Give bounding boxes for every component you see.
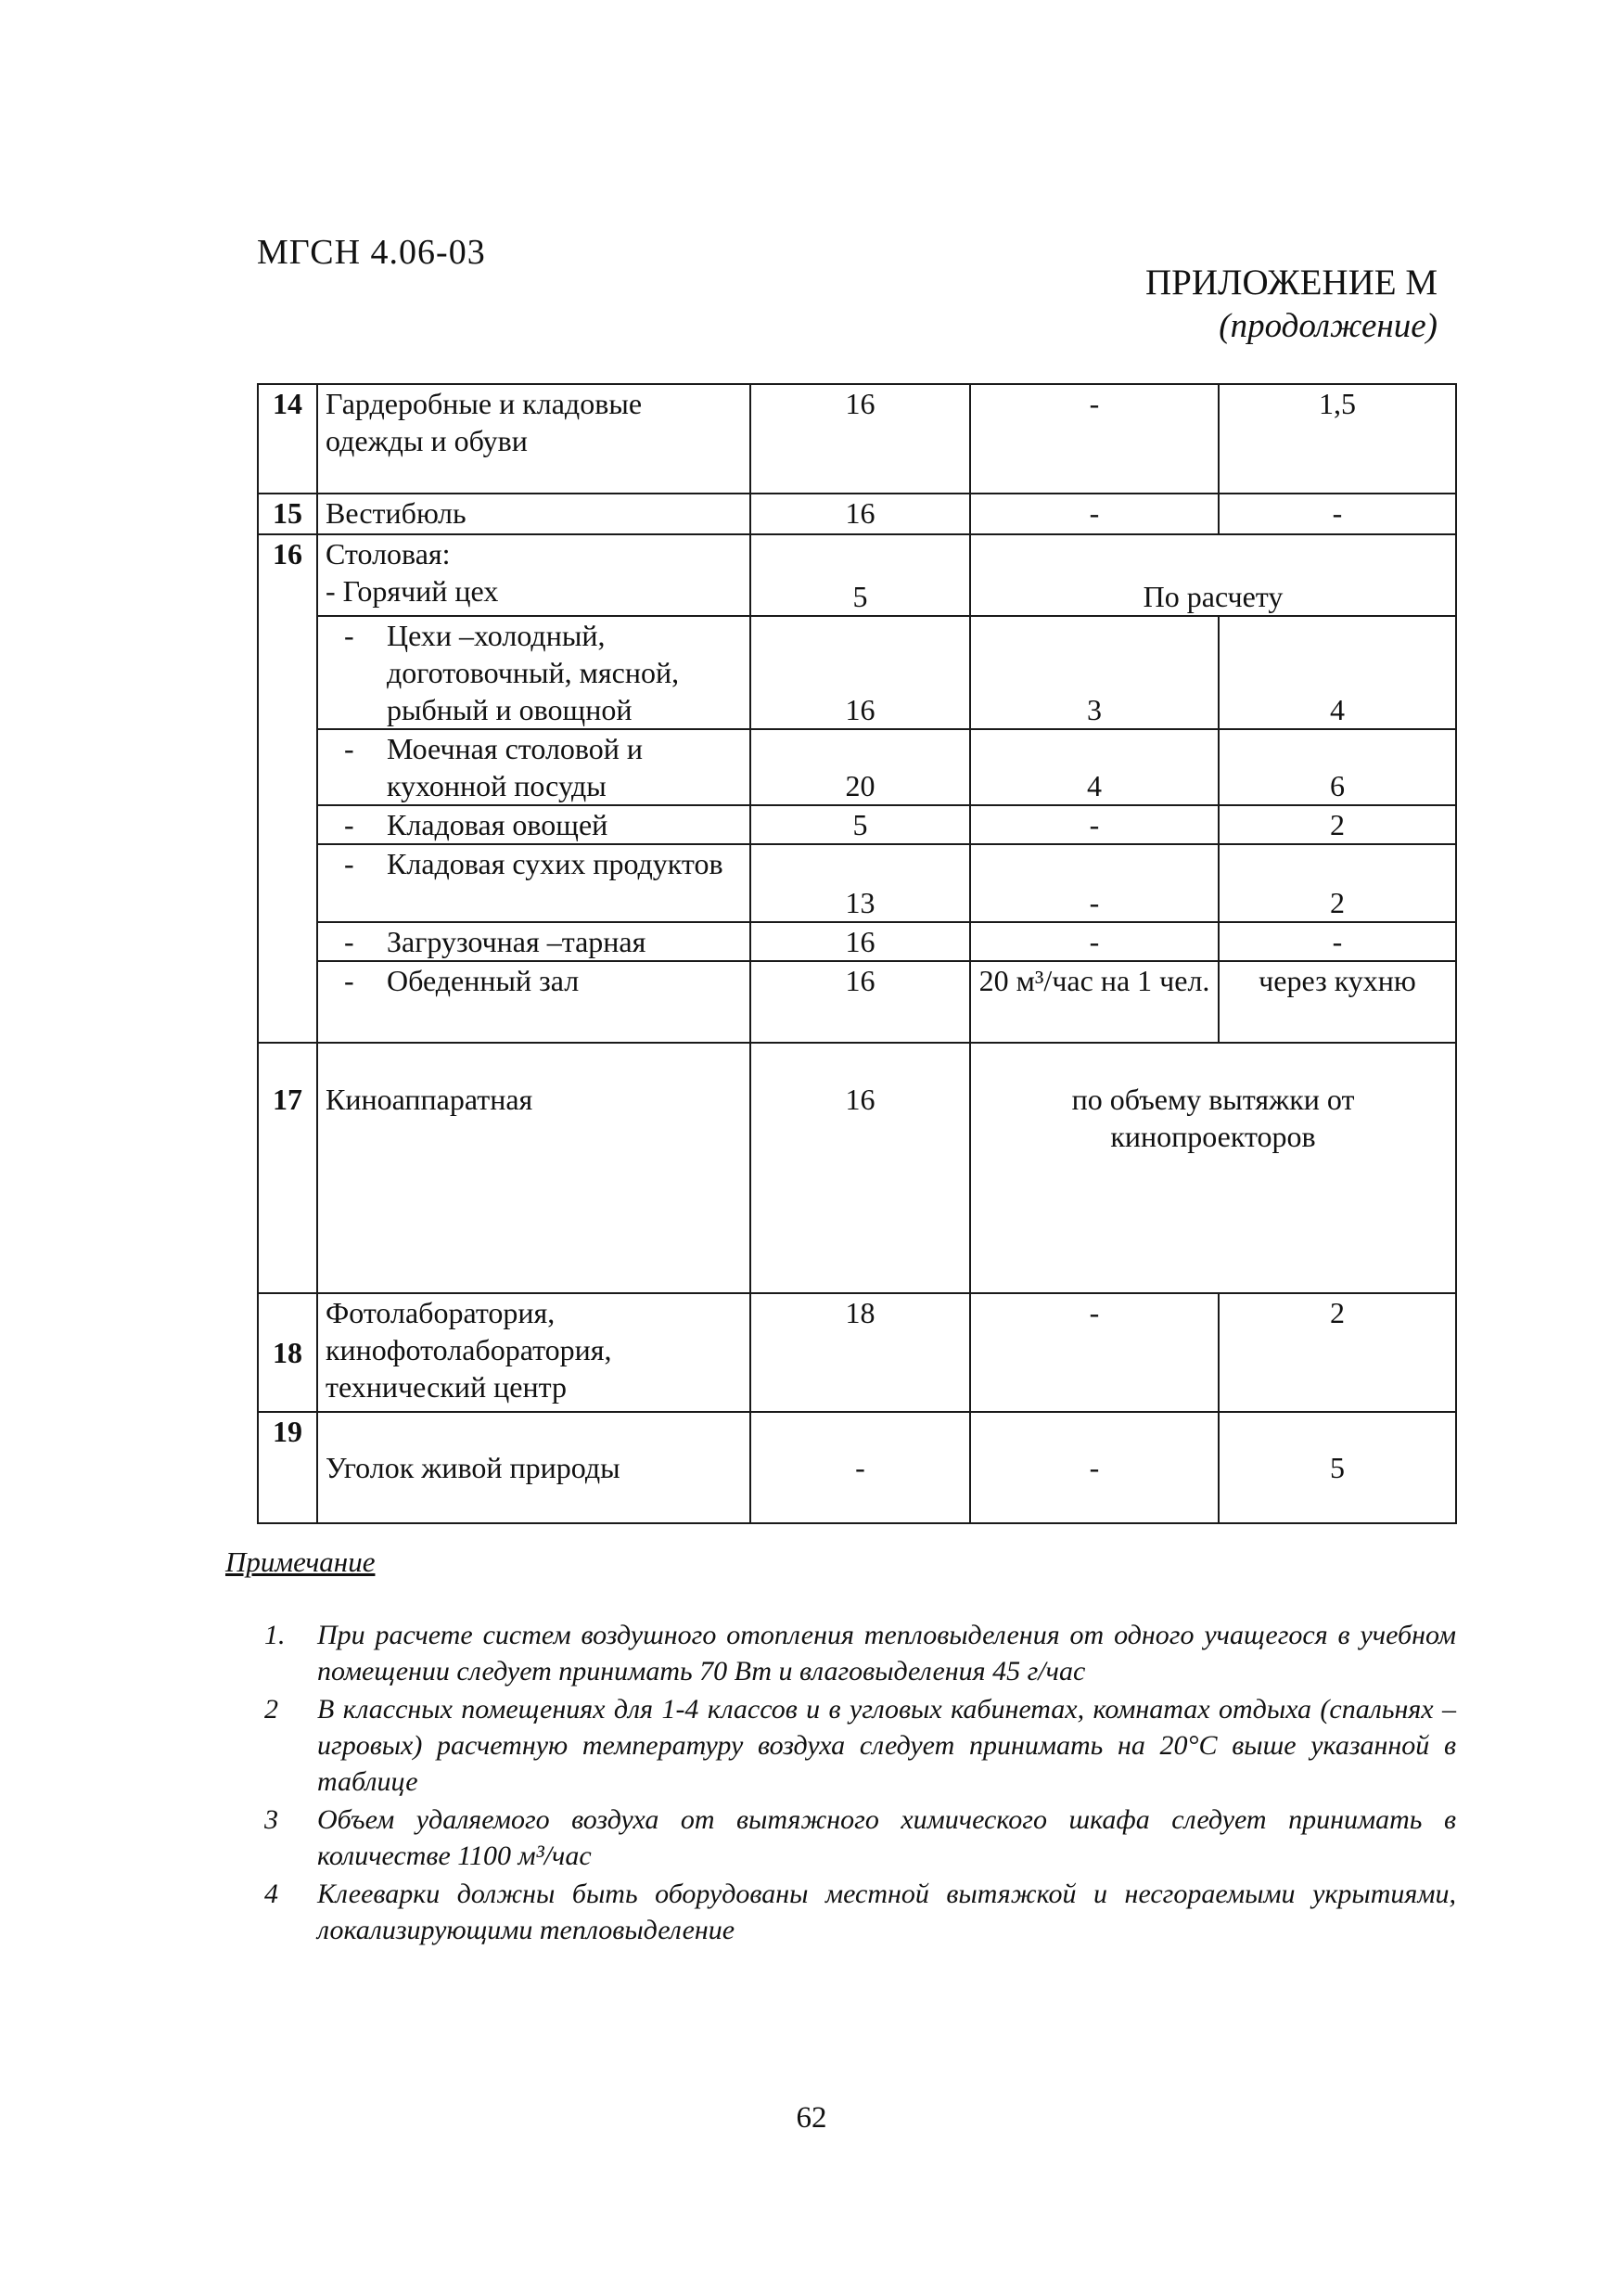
document-code: МГСН 4.06-03	[257, 233, 486, 272]
sub-room-name: - Загрузочная –тарная	[317, 922, 750, 961]
table-row	[258, 805, 1456, 844]
temperature-cell: 18	[750, 1293, 970, 1412]
temperature-cell: 5	[750, 805, 970, 844]
temperature-cell: 16	[750, 1043, 970, 1293]
note-text: Клееварки должны быть оборудованы местной вытяжкой и несгораемыми укрытиями, локализирующими тепловыделение	[317, 1879, 1456, 1945]
inflow-cell: -	[970, 805, 1219, 844]
note-number: 3	[264, 1804, 278, 1835]
room-name: Вестибюль	[317, 494, 750, 534]
table-row	[258, 616, 1456, 729]
room-name: Уголок живой природы	[317, 1412, 750, 1523]
exhaust-cell: 2	[1219, 844, 1456, 922]
dash-marker: -	[344, 732, 354, 765]
temperature-cell: 16	[750, 961, 970, 1043]
temperature-cell: -	[750, 1412, 970, 1523]
temperature-cell: 13	[750, 844, 970, 922]
inflow-cell: -	[970, 1293, 1219, 1412]
exhaust-cell: -	[1219, 922, 1456, 961]
table-row	[258, 961, 1456, 1043]
note-number: 1.	[264, 1620, 286, 1650]
note-text: Объем удаляемого воздуха от вытяжного химического шкафа следует принимать в количестве 1100 м³/час	[317, 1804, 1456, 1871]
note-text: При расчете систем воздушного отопления тепловыделения от одного учащегося в учебном помещении следует принимать 70 Вт и влаговыделения 45 г/час	[317, 1620, 1456, 1687]
sub-room-name: - Горячий цех	[326, 574, 499, 608]
table-row	[258, 1293, 1456, 1412]
sub-room-name: - Кладовая сухих продуктов	[317, 844, 750, 922]
table-row	[258, 534, 1456, 616]
exhaust-cell: -	[1219, 494, 1456, 534]
row-number: 14	[258, 384, 317, 494]
temperature-cell: 16	[750, 494, 970, 534]
inflow-cell: 4	[970, 729, 1219, 805]
temperature-cell: 16	[750, 384, 970, 494]
inflow-cell: -	[970, 494, 1219, 534]
table-row	[258, 384, 1456, 494]
note-item	[264, 1876, 1456, 1948]
row-number: 15	[258, 494, 317, 534]
inflow-cell: 20 м³/час на 1 чел.	[970, 961, 1219, 1043]
temperature-cell: 20	[750, 729, 970, 805]
table-row	[258, 729, 1456, 805]
row-number: 17	[258, 1043, 317, 1293]
table-row	[258, 1412, 1456, 1523]
room-group-name: Столовая:	[326, 537, 451, 571]
note-item	[264, 1617, 1456, 1689]
temperature-cell: 16	[750, 922, 970, 961]
row-number: 18	[258, 1293, 317, 1412]
ventilation-table	[257, 383, 1457, 1524]
dash-marker: -	[344, 808, 354, 841]
temperature-cell: 16	[750, 616, 970, 729]
sub-room-name: - Цехи –холодный, доготовочный, мясной, рыбный и овощной	[317, 616, 750, 729]
note-number: 2	[264, 1694, 278, 1725]
note-item	[264, 1691, 1456, 1800]
exhaust-cell: 5	[1219, 1412, 1456, 1523]
dash-marker: -	[326, 574, 336, 608]
table-row	[258, 922, 1456, 961]
inflow-cell: -	[970, 922, 1219, 961]
row-number: 19	[258, 1412, 317, 1523]
air-exchange-cell: По расчету	[970, 534, 1456, 616]
note-item	[264, 1802, 1456, 1874]
sub-room-name: - Обеденный зал	[317, 961, 750, 1043]
inflow-cell: -	[970, 384, 1219, 494]
exhaust-cell: через кухню	[1219, 961, 1456, 1043]
inflow-cell: 3	[970, 616, 1219, 729]
appendix-subtitle: (продолжение)	[1219, 307, 1438, 345]
exhaust-cell: 6	[1219, 729, 1456, 805]
notes-list	[264, 1617, 1456, 1950]
dash-marker: -	[344, 847, 354, 880]
dash-marker: -	[344, 619, 354, 652]
room-name: Киноаппаратная	[317, 1043, 750, 1293]
sub-room-name: - Моечная столовой и кухонной посуды	[317, 729, 750, 805]
room-name: Гардеробные и кладовые одежды и обуви	[317, 384, 750, 494]
appendix-title: ПРИЛОЖЕНИЕ М	[1144, 263, 1438, 302]
note-number: 4	[264, 1879, 278, 1909]
sub-room-name: - Кладовая овощей	[317, 805, 750, 844]
dash-marker: -	[344, 925, 354, 958]
page-number: 62	[796, 2101, 827, 2135]
inflow-cell: -	[970, 1412, 1219, 1523]
exhaust-cell: 2	[1219, 805, 1456, 844]
room-name	[317, 534, 750, 616]
exhaust-cell: 4	[1219, 616, 1456, 729]
room-name: Фотолаборатория, кинофотолаборатория, технический центр	[317, 1293, 750, 1412]
table-row	[258, 844, 1456, 922]
air-exchange-cell: по объему вытяжки от кинопроекторов	[970, 1043, 1456, 1293]
temperature-cell: 5	[750, 534, 970, 616]
exhaust-cell: 1,5	[1219, 384, 1456, 494]
notes-title: Примечание	[225, 1546, 376, 1578]
row-number: 16	[258, 534, 317, 1043]
exhaust-cell: 2	[1219, 1293, 1456, 1412]
dash-marker: -	[344, 964, 354, 997]
table-row	[258, 1043, 1456, 1293]
table-row	[258, 494, 1456, 534]
note-text: В классных помещениях для 1-4 классов и в угловых кабинетах, комнатах отдыха (спальнях –игровых) расчетную температуру воздуха следует принимать на 20°С выше указанной в таблице	[317, 1694, 1456, 1797]
inflow-cell: -	[970, 844, 1219, 922]
